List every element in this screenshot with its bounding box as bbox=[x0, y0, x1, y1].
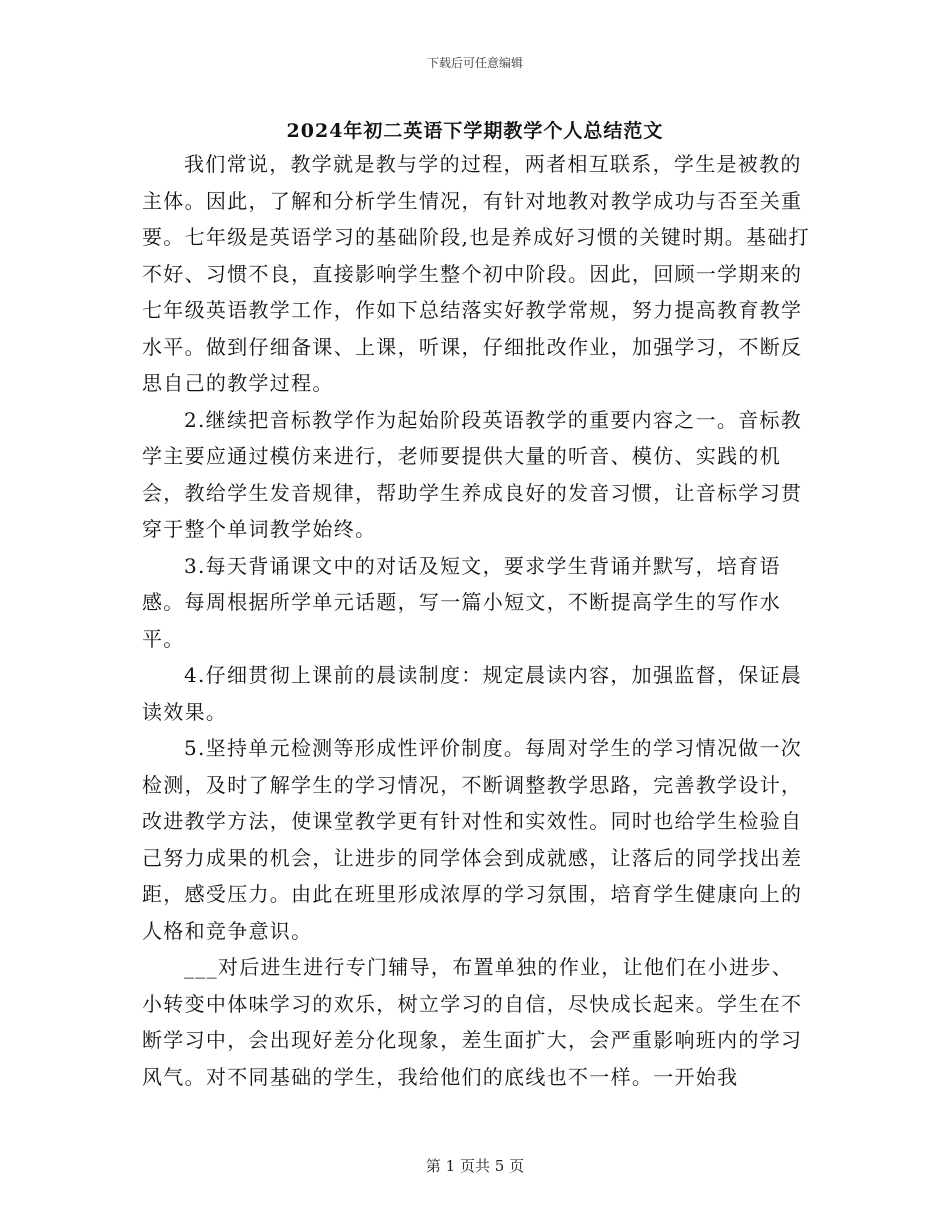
paragraph-item-3: 3.每天背诵课文中的对话及短文，要求学生背诵并默写，培育语感。每周根据所学单元话题，写一篇小短文，不断提高学生的写作水平。 bbox=[142, 553, 781, 651]
document-title: 2024年初二英语下学期教学个人总结范文 bbox=[286, 120, 664, 142]
paragraph-intro: 我们常说，教学就是教与学的过程，两者相互联系，学生是被教的主体。因此，了解和分析学生情况，有针对地教对教学成功与否至关重要。七年级是英语学习的基础阶段,也是养成好习惯的关键时期。基础打不好、习惯不良，直接影响学生整个初中阶段。因此，回顾一学期来的七年级英语教学工作，作如下总结落实好教学常规，努力提高教育教学水平。做到仔细备课、上课，听课，仔细批改作业，加强学习，不断反思自己的教学过程。 bbox=[142, 152, 810, 395]
paragraph-item-4: 4.仔细贯彻上课前的晨读制度：规定晨读内容，加强监督，保证晨读效果。 bbox=[142, 663, 803, 724]
paragraph-item-6: ___对后进生进行专门辅导，布置单独的作业，让他们在小进步、小转变中体味学习的欢乐，树立学习的自信，尽快成长起来。学生在不断学习中，会出现好差分化现象，差生面扩大，会严重影响班内的学习风气。对不同基础的学生，我给他们的底线也不一样。一开始我 bbox=[142, 955, 803, 1089]
paragraph-item-2: 2.继续把音标教学作为起始阶段英语教学的重要内容之一。音标教学主要应通过模仿来进行，老师要提供大量的听音、模仿、实践的机会，教给学生发音规律，帮助学生养成良好的发音习惯，让音标学习贯穿于整个单词教学始终。 bbox=[142, 407, 803, 541]
document-body bbox=[142, 146, 810, 1095]
page-header: 下载后可任意编辑 bbox=[426, 56, 523, 70]
paragraph-item-5: 5.坚持单元检测等形成性评价制度。每周对学生的学习情况做一次检测，及时了解学生的学习情况，不断调整教学思路，完善教学设计，改进教学方法，使课堂教学更有针对性和实效性。同时也给学生检验自己努力成果的机会，让进步的同学体会到成就感，让落后的同学找出差距，感受压力。由此在班里形成浓厚的学习氛围，培育学生健康向上的人格和竞争意识。 bbox=[142, 736, 803, 943]
page-footer: 第 1 页共 5 页 bbox=[425, 1157, 525, 1175]
